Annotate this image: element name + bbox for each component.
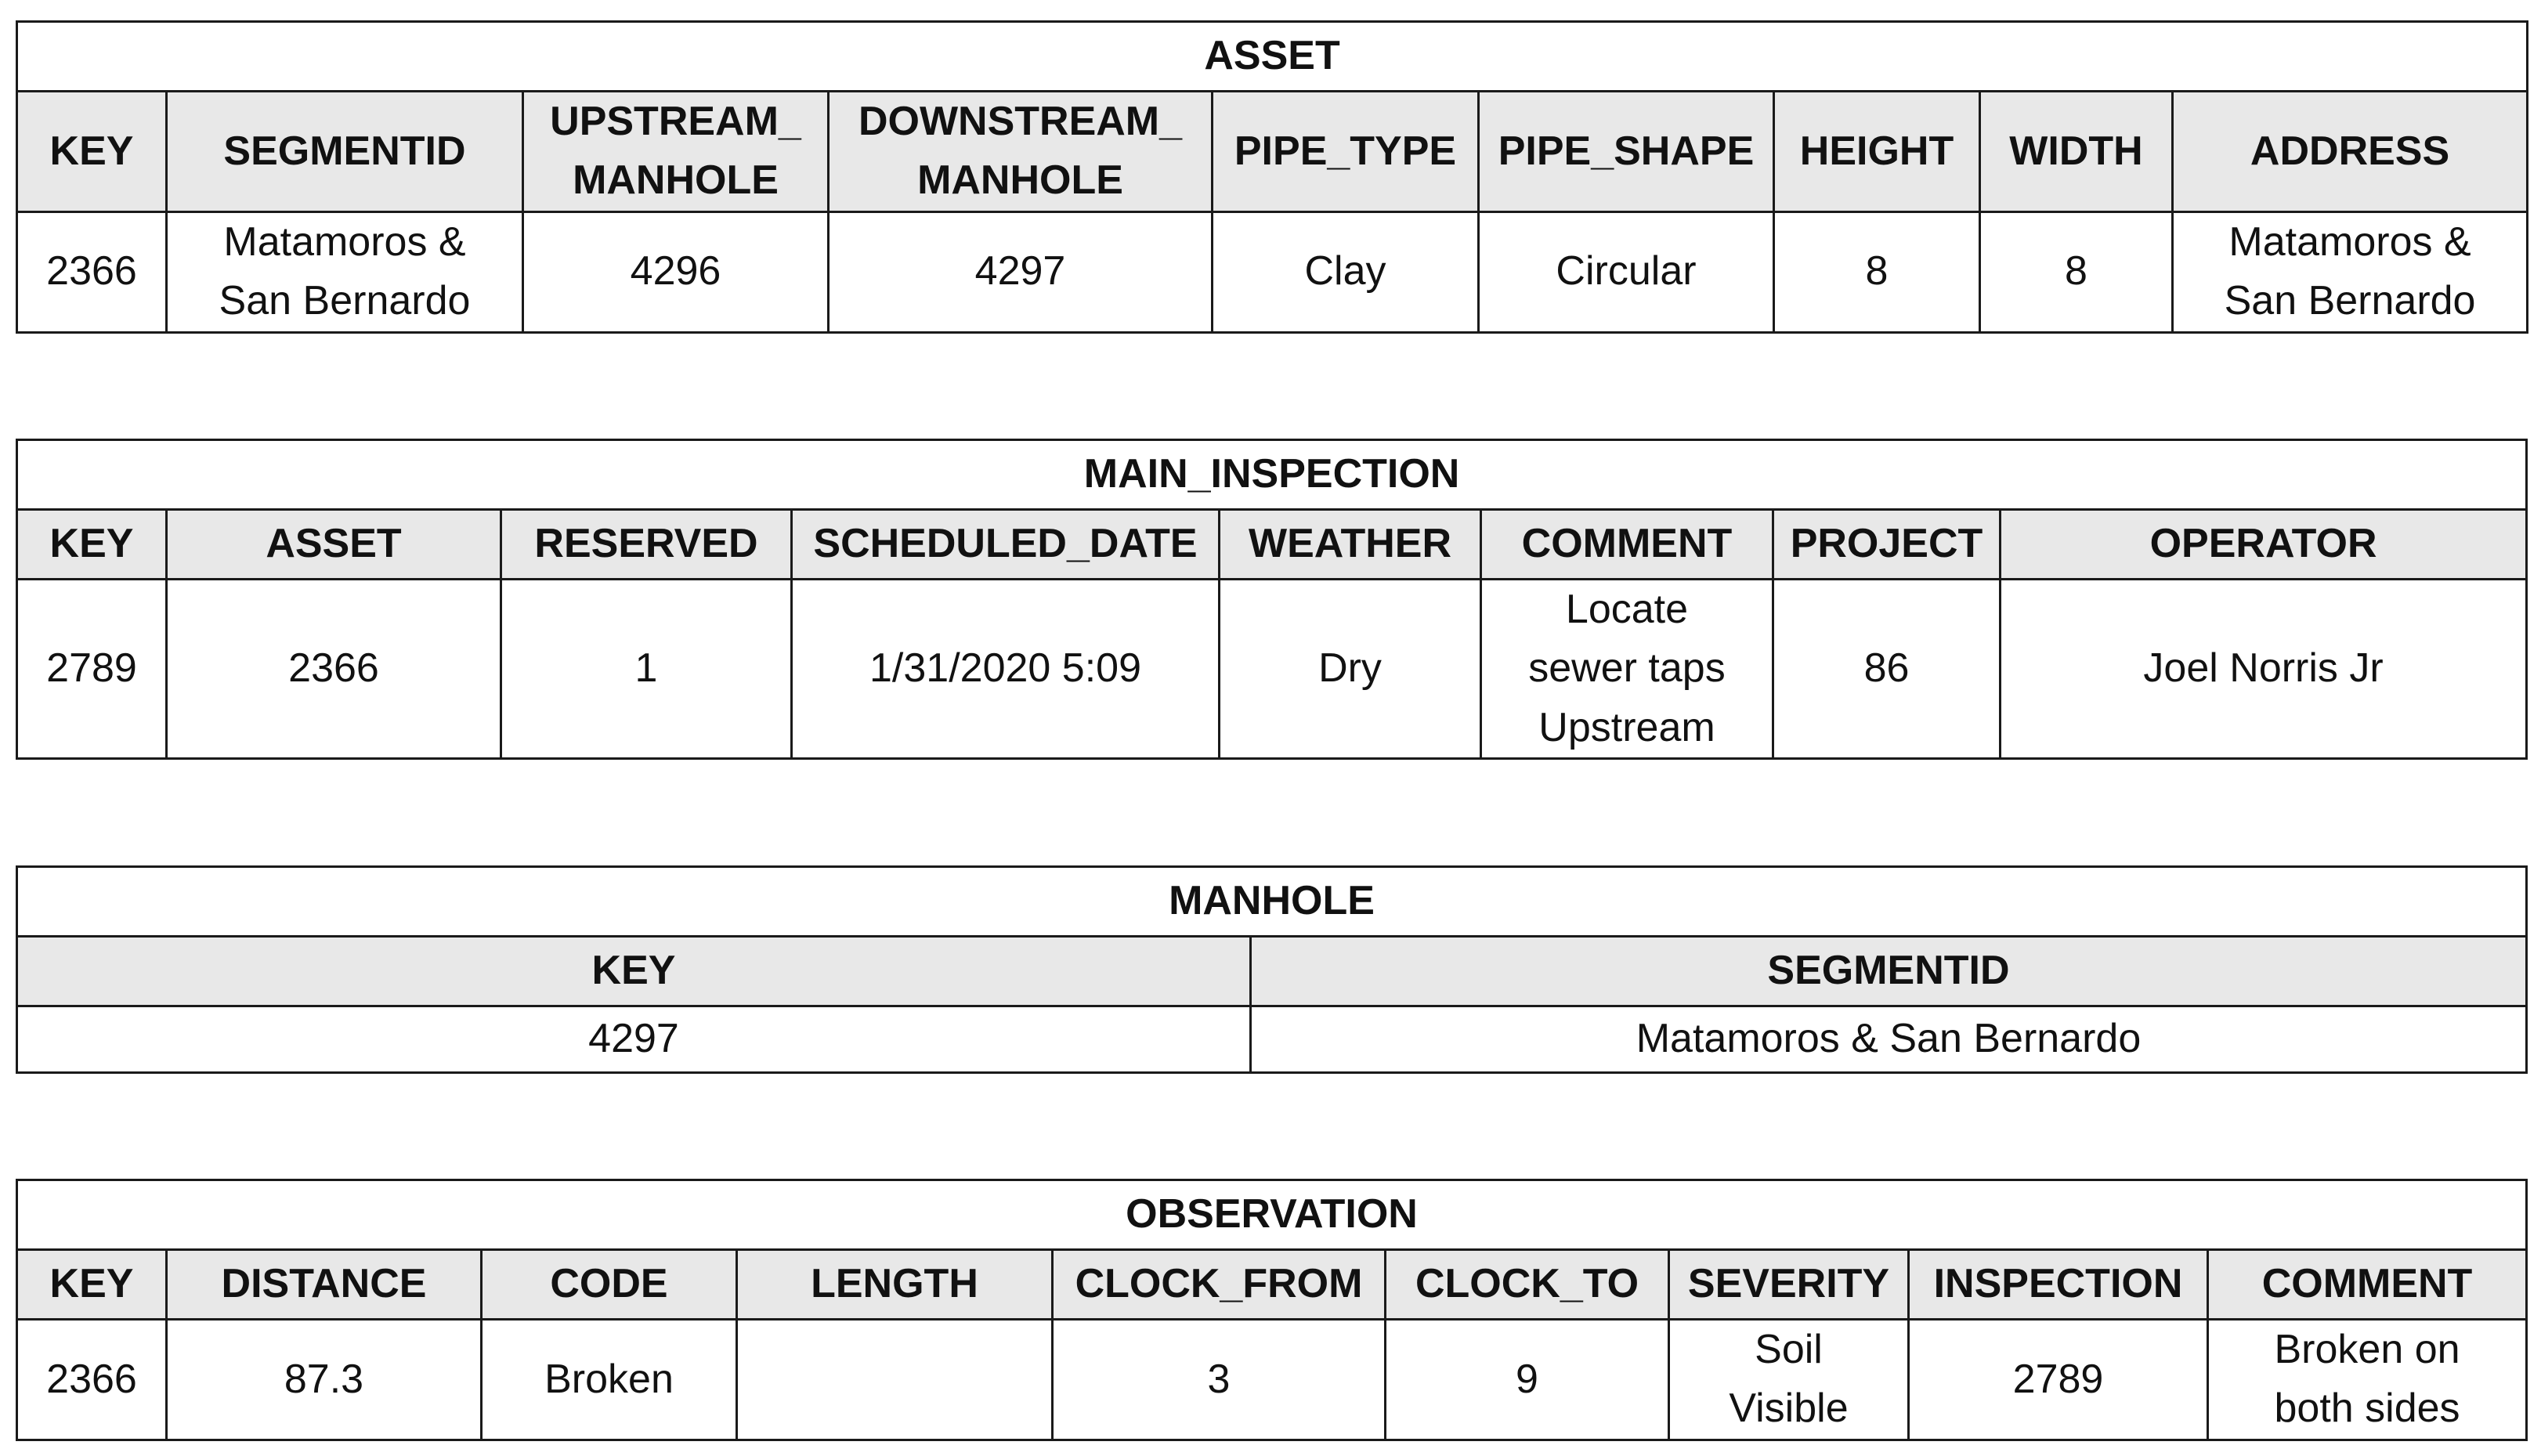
asset-data-row [17, 211, 2528, 332]
asset-cell-address: Matamoros & San Bernardo [2173, 211, 2528, 332]
main-inspection-cell-asset: 2366 [167, 580, 501, 759]
asset-header-upstream-manhole: UPSTREAM_ MANHOLE [523, 92, 829, 212]
observation-header-severity: SEVERITY [1669, 1250, 1909, 1320]
asset-header-pipe-shape: PIPE_SHAPE [1479, 92, 1774, 212]
asset-table [16, 20, 2528, 334]
asset-cell-pipe-type: Clay [1213, 211, 1479, 332]
main-inspection-header-asset: ASSET [167, 510, 501, 580]
asset-table-title: ASSET [17, 22, 2528, 92]
asset-header-downstream-manhole: DOWNSTREAM_ MANHOLE [829, 92, 1213, 212]
observation-header-clock-to: CLOCK_TO [1386, 1250, 1669, 1320]
main-inspection-cell-reserved: 1 [501, 580, 792, 759]
main-inspection-cell-operator: Joel Norris Jr [2001, 580, 2527, 759]
manhole-header-segmentid: SEGMENTID [1251, 937, 2527, 1006]
main-inspection-cell-weather: Dry [1220, 580, 1481, 759]
asset-cell-height: 8 [1774, 211, 1980, 332]
manhole-table-title: MANHOLE [17, 867, 2527, 937]
asset-cell-downstream-manhole: 4297 [829, 211, 1213, 332]
observation-table-title: OBSERVATION [17, 1180, 2527, 1250]
main-inspection-cell-key: 2789 [17, 580, 167, 759]
observation-table [16, 1179, 2528, 1441]
observation-header-length: LENGTH [737, 1250, 1053, 1320]
observation-title-row [17, 1180, 2527, 1250]
asset-header-pipe-type: PIPE_TYPE [1213, 92, 1479, 212]
asset-header-row [17, 92, 2528, 212]
main-inspection-header-key: KEY [17, 510, 167, 580]
main-inspection-header-operator: OPERATOR [2001, 510, 2527, 580]
asset-cell-upstream-manhole: 4296 [523, 211, 829, 332]
asset-header-height: HEIGHT [1774, 92, 1980, 212]
asset-header-segmentid: SEGMENTID [167, 92, 523, 212]
main-inspection-header-reserved: RESERVED [501, 510, 792, 580]
observation-cell-distance: 87.3 [167, 1320, 482, 1440]
asset-cell-segmentid: Matamoros & San Bernardo [167, 211, 523, 332]
asset-header-address: ADDRESS [2173, 92, 2528, 212]
observation-header-key: KEY [17, 1250, 167, 1320]
main-inspection-header-weather: WEATHER [1220, 510, 1481, 580]
asset-cell-pipe-shape: Circular [1479, 211, 1774, 332]
observation-cell-clock-to: 9 [1386, 1320, 1669, 1440]
main-inspection-header-comment: COMMENT [1481, 510, 1773, 580]
main-inspection-table-title: MAIN_INSPECTION [17, 440, 2527, 510]
observation-header-code: CODE [482, 1250, 737, 1320]
main-inspection-table [16, 439, 2528, 760]
asset-header-width: WIDTH [1980, 92, 2173, 212]
manhole-header-row [17, 937, 2527, 1006]
observation-header-distance: DISTANCE [167, 1250, 482, 1320]
main-inspection-cell-project: 86 [1773, 580, 2001, 759]
main-inspection-header-project: PROJECT [1773, 510, 2001, 580]
observation-header-comment: COMMENT [2208, 1250, 2527, 1320]
manhole-title-row [17, 867, 2527, 937]
observation-cell-severity: Soil Visible [1669, 1320, 1909, 1440]
observation-header-clock-from: CLOCK_FROM [1053, 1250, 1386, 1320]
main-inspection-header-row [17, 510, 2527, 580]
observation-data-row [17, 1320, 2527, 1440]
asset-cell-width: 8 [1980, 211, 2173, 332]
manhole-cell-segmentid: Matamoros & San Bernardo [1251, 1006, 2527, 1073]
observation-header-inspection: INSPECTION [1909, 1250, 2208, 1320]
observation-cell-length [737, 1320, 1053, 1440]
observation-cell-clock-from: 3 [1053, 1320, 1386, 1440]
main-inspection-data-row [17, 580, 2527, 759]
observation-cell-key: 2366 [17, 1320, 167, 1440]
manhole-header-key: KEY [17, 937, 1251, 1006]
observation-cell-inspection: 2789 [1909, 1320, 2208, 1440]
asset-cell-key: 2366 [17, 211, 167, 332]
asset-title-row [17, 22, 2528, 92]
main-inspection-cell-scheduled-date: 1/31/2020 5:09 [792, 580, 1220, 759]
main-inspection-header-scheduled-date: SCHEDULED_DATE [792, 510, 1220, 580]
asset-header-key: KEY [17, 92, 167, 212]
manhole-table [16, 865, 2528, 1074]
main-inspection-cell-comment: Locate sewer taps Upstream [1481, 580, 1773, 759]
observation-header-row [17, 1250, 2527, 1320]
manhole-data-row [17, 1006, 2527, 1073]
main-inspection-title-row [17, 440, 2527, 510]
manhole-cell-key: 4297 [17, 1006, 1251, 1073]
observation-cell-code: Broken [482, 1320, 737, 1440]
observation-cell-comment: Broken on both sides [2208, 1320, 2527, 1440]
